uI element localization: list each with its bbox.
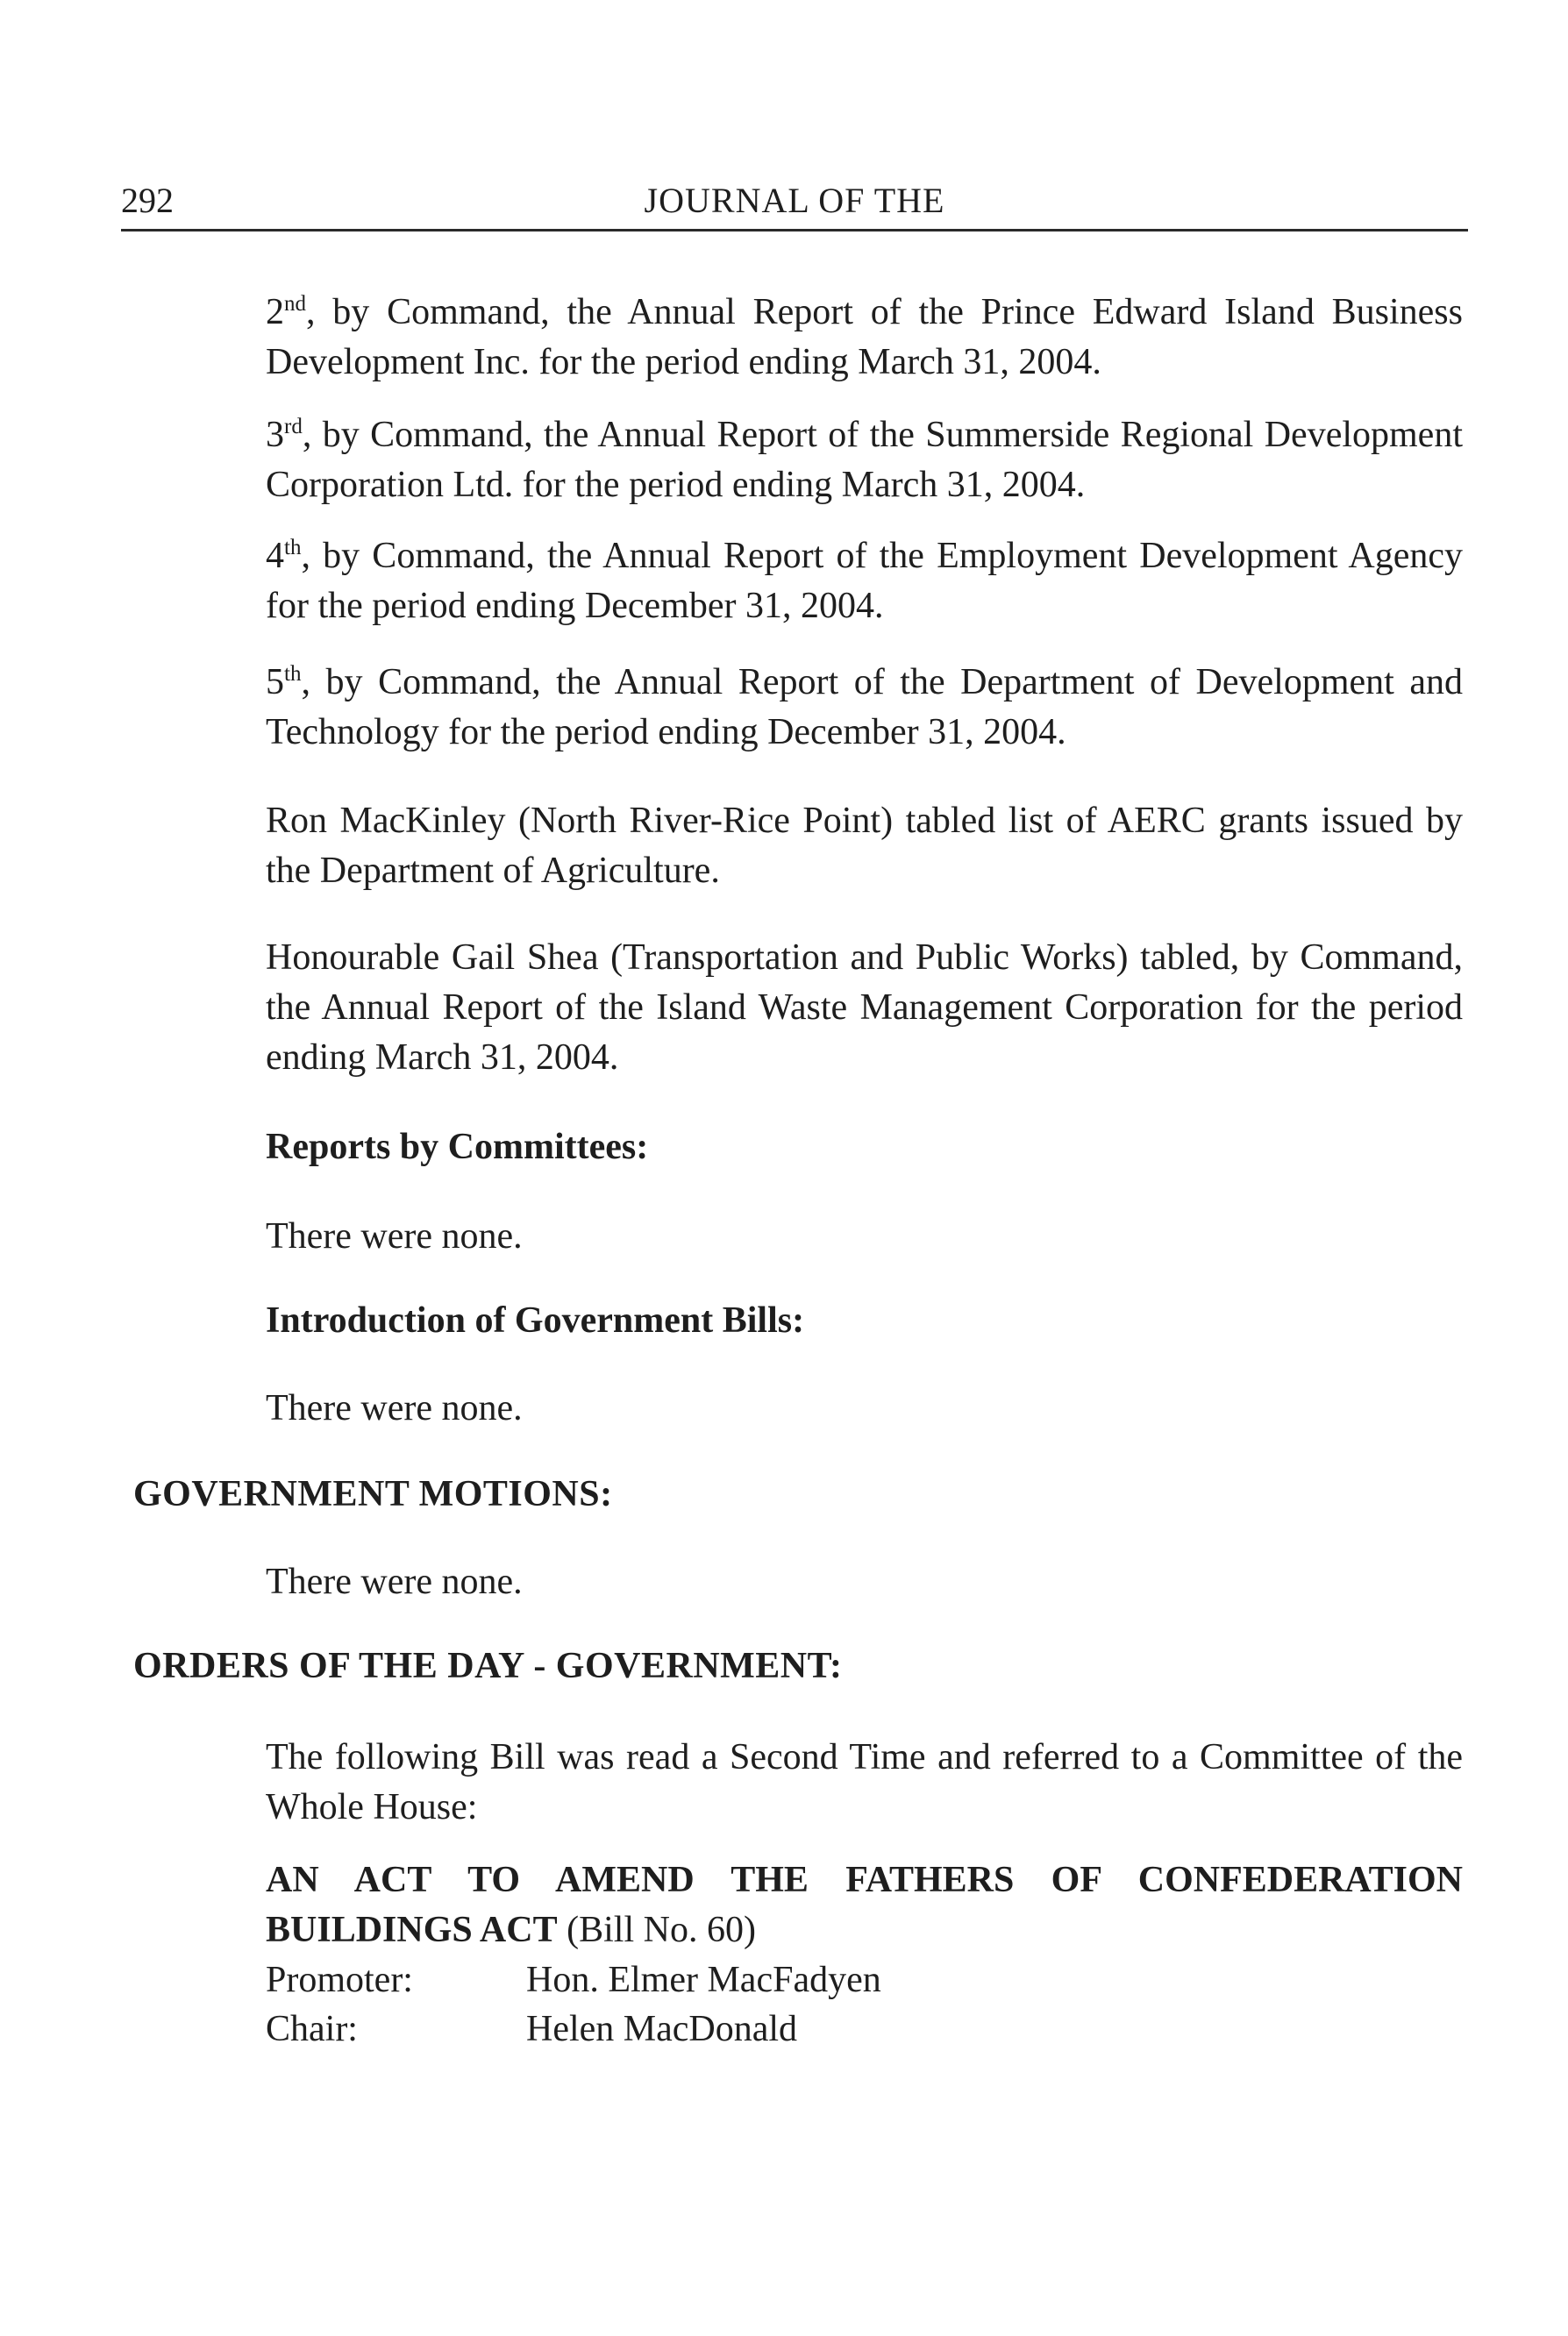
report-ordinal-suffix: th: [284, 536, 302, 559]
report-ordinal: 5: [266, 662, 284, 702]
bill-number: (Bill No. 60): [557, 1910, 756, 1950]
section-heading-government-bills: Introduction of Government Bills:: [266, 1300, 805, 1341]
section-text-government-bills: There were none.: [266, 1388, 523, 1428]
report-ordinal: 4: [266, 536, 284, 576]
section-heading-reports-by-committees: Reports by Committees:: [266, 1127, 649, 1167]
report-ordinal-suffix: rd: [284, 415, 303, 438]
section-text-reports-by-committees: There were none.: [266, 1216, 523, 1257]
report-text: , by Command, the Annual Report of the Prince Edward Island Business Development Inc. for the period ending March 31, 2004.: [266, 292, 1463, 382]
bill-promoter-row: [266, 1955, 881, 2005]
report-text: , by Command, the Annual Report of the Department of Development and Technology for the period ending December 31, 2004.: [266, 662, 1463, 752]
section-heading-orders-of-the-day: ORDERS OF THE DAY - GOVERNMENT:: [133, 1646, 843, 1686]
promoter-name: Hon. Elmer MacFadyen: [526, 1960, 881, 2000]
bill-title-line: [266, 1855, 1463, 1955]
page-number: 292: [121, 181, 174, 220]
promoter-label: Promoter:: [266, 1960, 413, 2000]
chair-label: Chair:: [266, 2009, 358, 2049]
report-ordinal-suffix: nd: [284, 292, 306, 316]
report-paragraph-2nd: [266, 288, 1463, 388]
report-paragraph-5th: [266, 658, 1463, 758]
tabled-paragraph-shea: Honourable Gail Shea (Transportation and Public Works) tabled, by Command, the Annual Report of the Island Waste Management Corporation for the period ending March 31, 2004.: [266, 937, 1463, 1078]
bill-title: AN ACT TO AMEND THE FATHERS OF CONFEDERATION BUILDINGS ACT: [266, 1860, 1463, 1950]
report-paragraph-3rd: [266, 410, 1463, 510]
report-text: , by Command, the Annual Report of the Summerside Regional Development Corporation Ltd. for the period ending March 31, 2004.: [266, 415, 1463, 505]
report-ordinal: 3: [266, 415, 284, 455]
tabled-paragraph-mackinley: Ron MacKinley (North River-Rice Point) tabled list of AERC grants issued by the Department of Agriculture.: [266, 801, 1463, 891]
report-text: , by Command, the Annual Report of the Employment Development Agency for the period ending December 31, 2004.: [266, 536, 1463, 626]
section-text-orders-of-the-day: The following Bill was read a Second Time and referred to a Committee of the Whole House:: [266, 1737, 1463, 1827]
running-title: JOURNAL OF THE: [644, 181, 945, 220]
report-ordinal: 2: [266, 292, 284, 332]
section-text-government-motions: There were none.: [266, 1562, 523, 1602]
report-paragraph-4th: [266, 531, 1463, 631]
report-ordinal-suffix: th: [284, 662, 302, 686]
bill-chair-row: [266, 2005, 797, 2055]
section-heading-government-motions: GOVERNMENT MOTIONS:: [133, 1474, 613, 1514]
chair-name: Helen MacDonald: [526, 2009, 798, 2049]
